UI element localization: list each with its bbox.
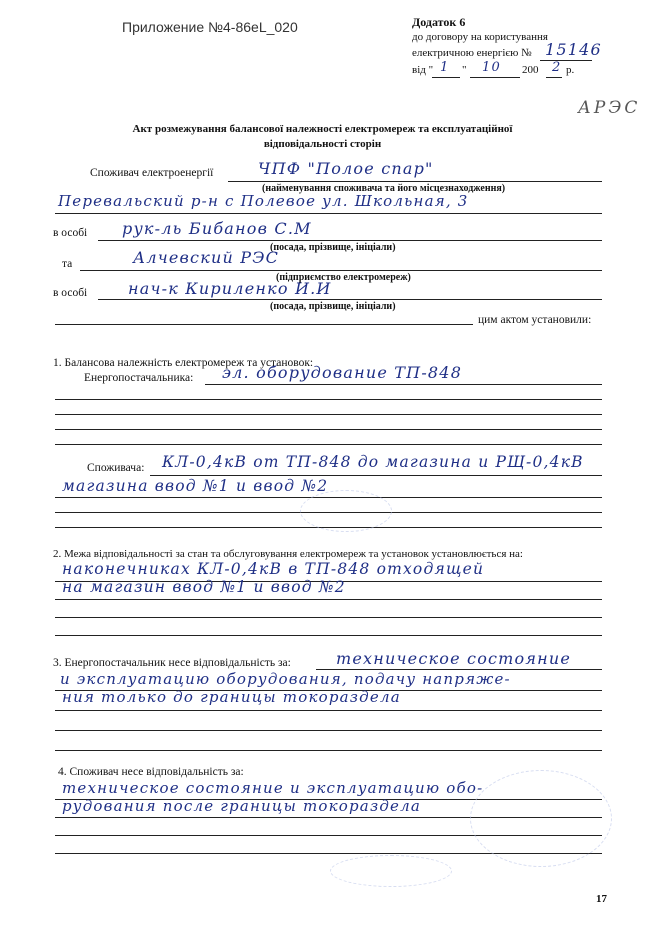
section1-supplier-value: эл. оборудование ТП-848 [222, 363, 463, 382]
date-year-prefix: 200 [522, 64, 539, 76]
act-title-line-1: Акт розмежування балансової належності електромереж та експлуатаційної [132, 123, 513, 135]
section1-consumer-value-2: магазина ввод №1 и ввод №2 [62, 477, 329, 495]
faint-stamp-2 [470, 770, 612, 867]
addendum-title: Додаток 6 [412, 15, 466, 29]
and-label: та [62, 258, 73, 270]
section4-heading: 4. Споживач несе відповідальність за: [58, 766, 244, 778]
consumer-value: ЧПФ "Полое спар" [258, 159, 434, 178]
section1-supplier-label: Енергопостачальника: [84, 372, 194, 384]
date-year-end: р. [566, 64, 575, 76]
appendix-reference: Приложение №4-86eL_020 [122, 19, 298, 35]
date-prefix: від " [412, 64, 434, 76]
section3-value-1: техническое состояние [336, 649, 572, 668]
corner-note: АРЭС [578, 98, 641, 118]
section3-value-3: ния только до границы токораздела [62, 688, 401, 706]
faint-stamp-1 [300, 490, 392, 532]
person2-value: нач-к Кириленко И.И [128, 279, 332, 298]
date-day: 1 [440, 60, 450, 75]
section4-value-1: техническое состояние и эксплуатацию обо- [62, 779, 484, 797]
act-title-line-2: відповідальності сторін [263, 138, 382, 150]
date-month: 10 [482, 60, 501, 75]
section2-value-1: наконечниках КЛ-0,4кВ в ТП-848 отходящей [62, 560, 485, 578]
person2-caption: (посада, прізвище, ініціали) [270, 301, 396, 312]
contract-number: 15146 [545, 40, 602, 59]
section4-value-2: рудования после границы токораздела [62, 797, 422, 815]
faint-stamp-3 [330, 855, 452, 887]
person2-label: в особі [53, 287, 88, 299]
consumer-label: Споживач електроенергії [90, 167, 214, 179]
section1-consumer-label: Споживача: [87, 462, 145, 474]
supplier-value: Алчевский РЭС [133, 248, 280, 267]
addendum-line-2: електричною енергією № [412, 47, 532, 59]
date-year-suffix: 2 [552, 60, 562, 75]
section1-heading: 1. Балансова належність електромереж та установок: [53, 357, 314, 369]
consumer-location: Перевальский р-н с Полевое ул. Школьная, 3 [58, 192, 469, 210]
established-text: цим актом установили: [478, 314, 592, 326]
section2-value-2: на магазин ввод №1 и ввод №2 [62, 578, 346, 596]
person1-value: рук-ль Бибанов С.М [122, 219, 312, 238]
supplier-caption: (підприємство електромереж) [276, 272, 411, 283]
section3-heading: 3. Енергопостачальник несе відповідальність за: [53, 657, 291, 669]
consumer-caption: (найменування споживача та його місцезнаходження) [262, 183, 506, 194]
addendum-line-1: до договору на користування [412, 31, 548, 43]
date-quote: " [462, 64, 467, 76]
person1-label: в особі [53, 227, 88, 239]
section2-heading: 2. Межа відповідальності за стан та обслуговування електромереж та установок установлюється на: [53, 548, 523, 560]
section3-value-2: и эксплуатацию оборудования, подачу напряже- [60, 670, 511, 688]
person1-caption: (посада, прізвище, ініціали) [270, 242, 396, 253]
page-number: 17 [596, 893, 607, 905]
section1-consumer-value-1: КЛ-0,4кВ от ТП-848 до магазина и РЩ-0,4кВ [162, 453, 584, 471]
